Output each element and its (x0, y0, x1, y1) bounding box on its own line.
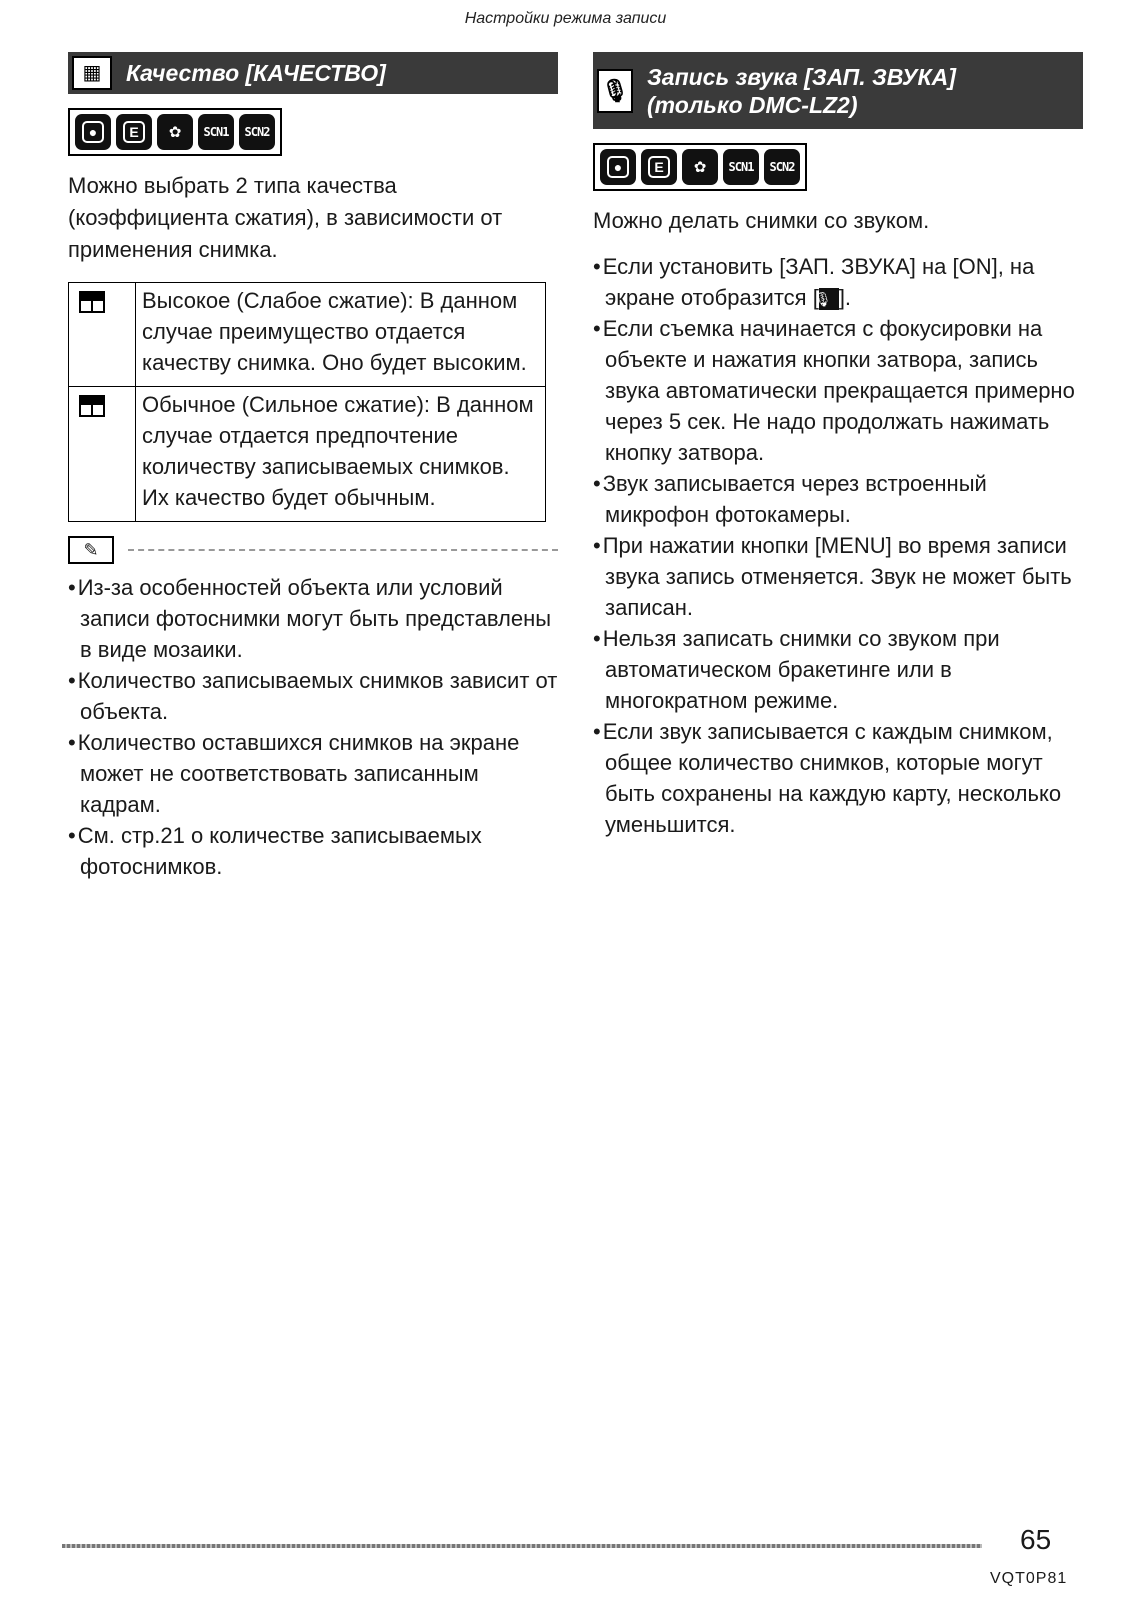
audio-recording-section (593, 52, 1083, 840)
scene1-mode-icon: SCN1 (723, 149, 759, 185)
audio-section-header (593, 52, 1083, 129)
quality-section-header (68, 52, 558, 94)
list-item: • Из-за особенностей объекта или условий записи фотоснимки могут быть представлены в виде мозаики. (68, 572, 558, 665)
mode-icons-strip (68, 108, 282, 156)
quality-section (68, 52, 558, 882)
dashed-divider (128, 549, 558, 551)
running-head: Настройки режима записи (464, 10, 667, 27)
list-item: • См. стр.21 о количестве записываемых фотоснимков. (68, 820, 558, 882)
document-code: VQT0P81 (990, 1570, 1068, 1587)
macro-mode-icon: ✿ (157, 114, 193, 150)
camera-mode-icon: ● (75, 114, 111, 150)
scene1-mode-icon: SCN1 (198, 114, 234, 150)
list-item: • Количество записываемых снимков зависит от объекта. (68, 665, 558, 727)
table-row (69, 283, 546, 387)
microphone-icon: 🎙 (597, 69, 633, 113)
quality-section-title: Качество [КАЧЕСТВО] (126, 60, 386, 86)
quality-intro: Можно выбрать 2 типа качества (коэффициента сжатия), в зависимости от применения снимка. (68, 173, 503, 262)
page-number: 65 (1020, 1524, 1052, 1555)
quality-table (68, 282, 546, 522)
simple-mode-icon: E (641, 149, 677, 185)
audio-section-title: Запись звука [ЗАП. ЗВУКА] (647, 63, 956, 90)
scene2-mode-icon: SCN2 (239, 114, 275, 150)
quality-notes (68, 572, 558, 882)
list-item: • При нажатии кнопки [MENU] во время записи звука запись отменяется. Звук не может быть записан. (593, 530, 1083, 623)
note-divider (68, 536, 558, 564)
note-icon: ✎ (68, 536, 114, 564)
standard-quality-description: Обычное (Сильное сжатие): В данном случае отдается предпочтение количеству записываемых снимков. Их качество будет обычным. (136, 387, 546, 522)
audio-intro: Можно делать снимки со звуком. (593, 208, 930, 233)
list-item: • Количество оставшихся снимков на экране может не соответствовать записанным кадрам. (68, 727, 558, 820)
audio-section-subtitle: (только DMC-LZ2) (647, 91, 858, 118)
audio-notes (593, 251, 1083, 840)
simple-mode-icon: E (116, 114, 152, 150)
quality-icon: ▦ (72, 56, 112, 90)
footer-rule (62, 1544, 982, 1548)
list-item: • Если установить [ЗАП. ЗВУКА] на [ON], на экране отобразится [🎙 ]. (593, 251, 1083, 313)
macro-mode-icon: ✿ (682, 149, 718, 185)
camera-mode-icon: ● (600, 149, 636, 185)
table-row (69, 387, 546, 522)
mode-icons-strip (593, 143, 807, 191)
microphone-icon: 🎙 (819, 288, 839, 310)
list-item: • Нельзя записать снимки со звуком при автоматическом бракетинге или в многократном режиме. (593, 623, 1083, 716)
standard-quality-icon (79, 395, 105, 417)
list-item: • Если съемка начинается с фокусировки на объекте и нажатия кнопки затвора, запись звука автоматически прекращается примерно через 5 сек. Не надо продолжать нажимать кнопку затвора. (593, 313, 1083, 468)
list-item: • Если звук записывается с каждым снимком, общее количество снимков, которые могут быть сохранены на каждую карту, несколько уменьшится. (593, 716, 1083, 840)
fine-quality-icon (79, 291, 105, 313)
fine-quality-description: Высокое (Слабое сжатие): В данном случае преимущество отдается качеству снимка. Оно будет высоким. (136, 283, 546, 387)
list-item: • Звук записывается через встроенный микрофон фотокамеры. (593, 468, 1083, 530)
scene2-mode-icon: SCN2 (764, 149, 800, 185)
